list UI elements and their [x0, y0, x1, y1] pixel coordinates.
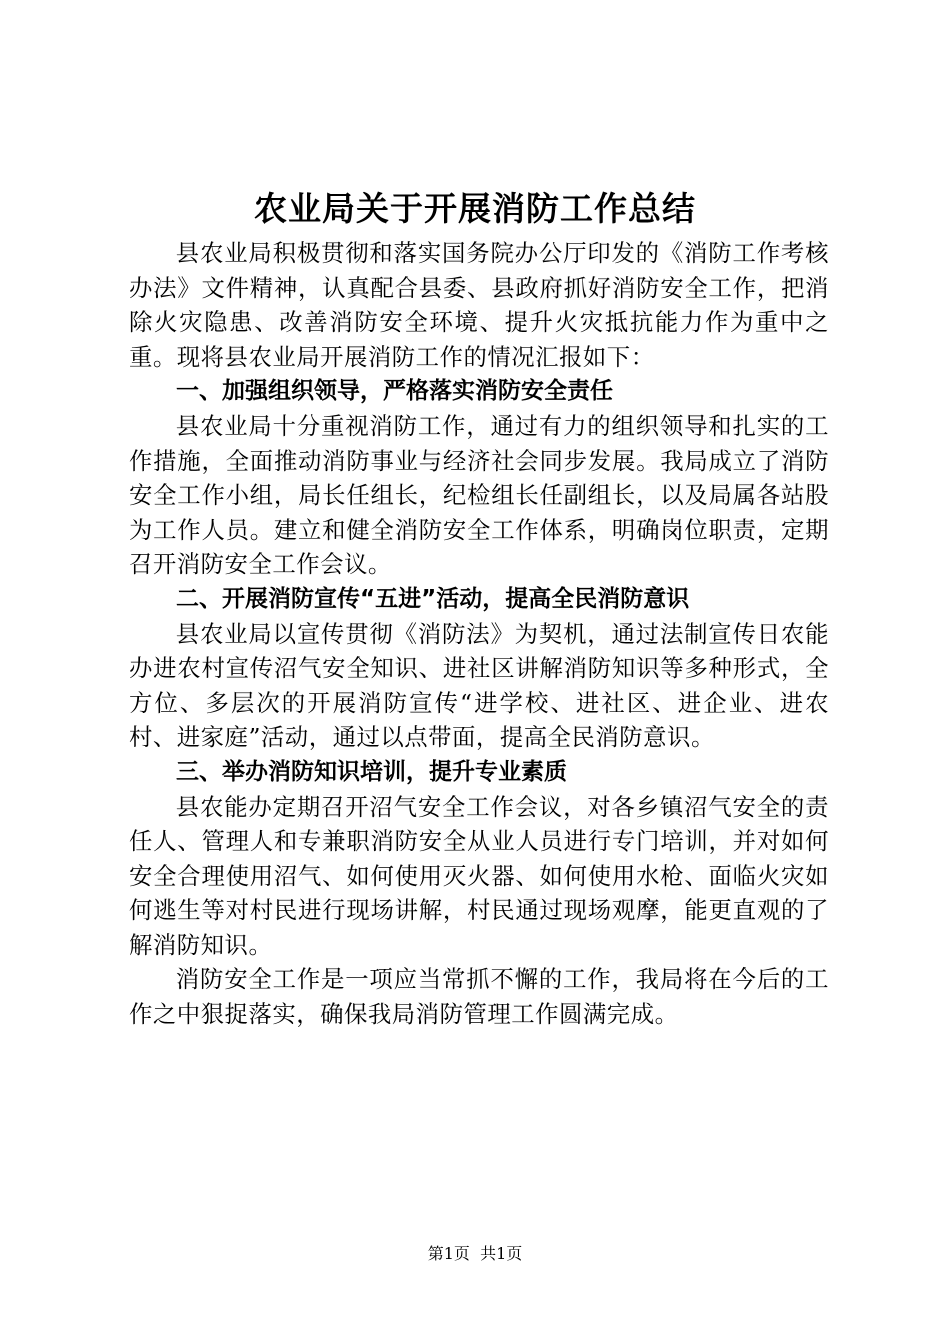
section-heading-1: 一、加强组织领导，严格落实消防安全责任: [176, 378, 613, 405]
document-body: [129, 236, 829, 1032]
conclusion-paragraph: 消防安全工作是一项应当常抓不懈的工作，我局将在今后的工作之中狠捉落实，确保我局消防管理工作圆满完成。: [129, 965, 829, 1029]
page-number-footer: 第1页 共1页: [427, 1244, 523, 1263]
section-heading-3: 三、举办消防知识培训，提升专业素质: [176, 758, 567, 785]
section-body-1: 县农业局十分重视消防工作，通过有力的组织领导和扎实的工作措施，全面推动消防事业与经济社会同步发展。我局成立了消防安全工作小组，局长任组长，纪检组长任副组长，以及局属各站股为工作人员。建立和健全消防安全工作体系，明确岗位职责，定期召开消防安全工作会议。: [129, 411, 829, 579]
document-title: 农业局关于开展消防工作总结: [254, 189, 696, 228]
section-body-3: 县农能办定期召开沼气安全工作会议，对各乡镇沼气安全的责任人、管理人和专兼职消防安全从业人员进行专门培训，并对如何安全合理使用沼气、如何使用灭火器、如何使用水枪、面临火灾如何逃生等对村民进行现场讲解，村民通过现场观摩，能更直观的了解消防知识。: [129, 792, 829, 959]
intro-paragraph: 县农业局积极贯彻和落实国务院办公厅印发的《消防工作考核办法》文件精神，认真配合县委、县政府抓好消防安全工作，把消除火灾隐患、改善消防安全环境、提升火灾抵抗能力作为重中之重。现将县农业局开展消防工作的情况汇报如下：: [129, 239, 829, 371]
section-heading-2: 二、开展消防宣传“五进”活动，提高全民消防意识: [176, 585, 690, 612]
section-body-2: 县农业局以宣传贯彻《消防法》为契机，通过法制宣传日农能办进农村宣传沼气安全知识、进社区讲解消防知识等多种形式，全方位、多层次的开展消防宣传“进学校、进社区、进企业、进农村、进家庭”活动，通过以点带面，提高全民消防意识。: [129, 619, 829, 752]
